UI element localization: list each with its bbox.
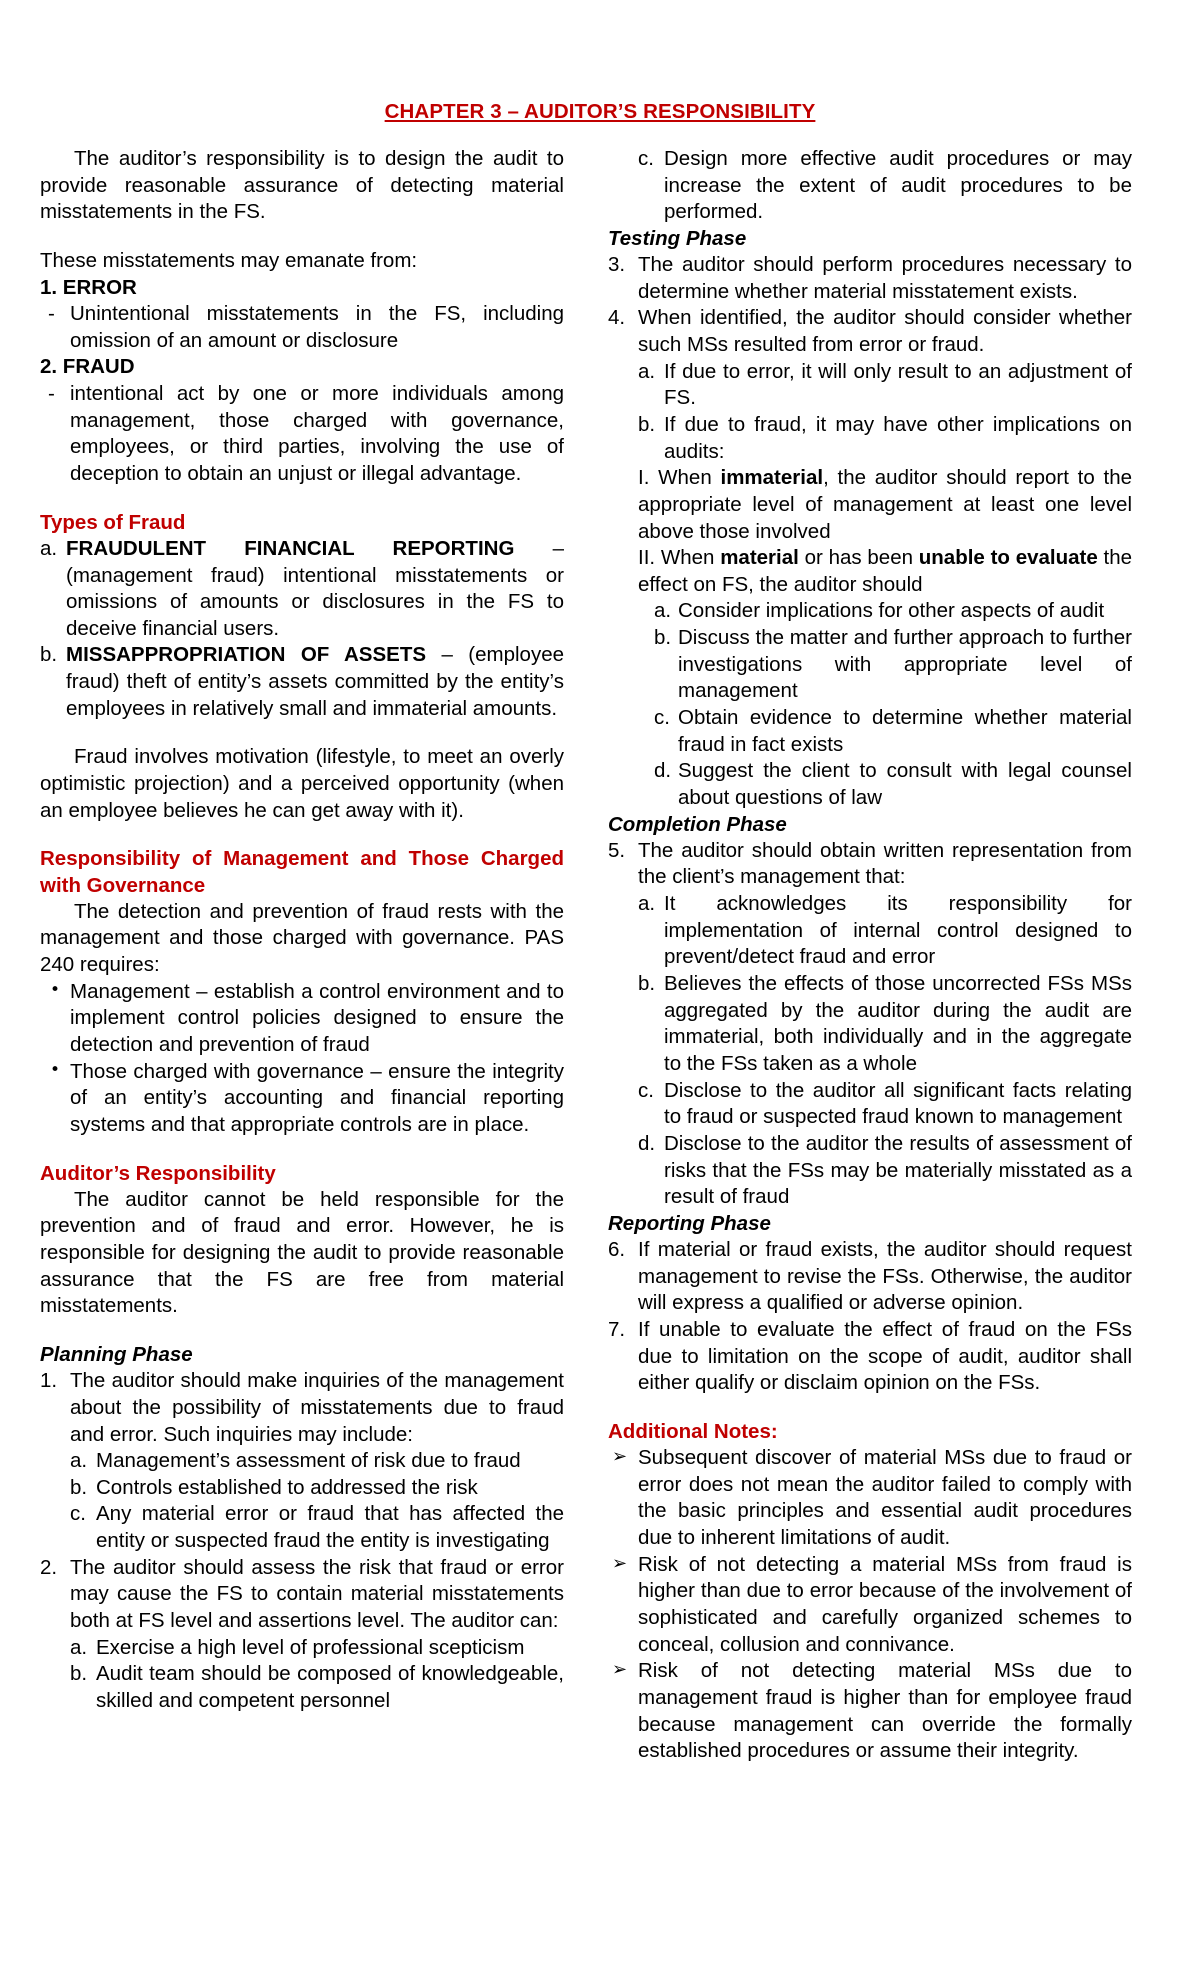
list-item xyxy=(638,891,1132,971)
list-item xyxy=(608,1237,1132,1317)
additional-notes-heading: Additional Notes: xyxy=(608,1419,778,1443)
list-marker: 1. xyxy=(40,1369,58,1393)
emanate-lead: These misstatements may emanate from: xyxy=(40,248,418,272)
reporting-item-text: If material or fraud exists, the auditor should request management to revise the FSs. Otherwise, the auditor will express a qualified or adverse opinion. xyxy=(638,1238,1132,1315)
list-item xyxy=(654,625,1132,705)
list-marker: b. xyxy=(654,626,672,650)
list-item xyxy=(608,1552,1132,1659)
planning-subitem-text: Management’s assessment of risk due to fraud xyxy=(96,1449,521,1473)
list-marker: c. xyxy=(638,147,654,170)
responsibility-management-paragraph: The detection and prevention of fraud rests with the management and those charged with governance. PAS 240 requires: xyxy=(40,899,564,977)
material-label: material xyxy=(720,546,799,570)
roman-lead: When xyxy=(660,546,715,570)
error-item xyxy=(40,301,564,354)
fraudulent-financial-reporting-label: FRAUDULENT FINANCIAL REPORTING xyxy=(66,536,515,560)
list-item xyxy=(638,359,1132,412)
list-item xyxy=(654,598,1132,625)
right-column xyxy=(608,146,1132,1765)
list-item xyxy=(608,252,1132,305)
roman-marker: II. xyxy=(638,546,656,570)
immaterial-label: immaterial xyxy=(720,466,824,490)
list-item xyxy=(40,1059,564,1139)
list-marker: a. xyxy=(638,359,656,383)
roman-mid: or has been xyxy=(804,546,913,570)
reporting-item-text: If unable to evaluate the effect of fraud on the FSs due to limitation on the scope of audit, auditor shall either qualify or disclaim opinion on the FSs. xyxy=(638,1317,1132,1395)
roman-item-immaterial xyxy=(638,465,1132,545)
completion-phase-heading: Completion Phase xyxy=(608,812,787,836)
arrow-bullet-icon: ➢ xyxy=(612,1659,628,1681)
testing-item-text: The auditor should perform procedures necessary to determine whether material misstatement exists. xyxy=(638,253,1132,303)
roman-item-material xyxy=(638,545,1132,598)
list-marker: 4. xyxy=(608,306,626,330)
intro-paragraph: The auditor’s responsibility is to design the audit to provide reasonable assurance of detecting material misstatements in the FS. xyxy=(40,147,564,224)
planning-subitem-text: Design more effective audit procedures or may increase the extent of audit procedures to be performed. xyxy=(664,147,1132,224)
list-marker: a. xyxy=(40,536,58,560)
responsibility-management-heading: Responsibility of Management and Those Charged with Governance xyxy=(40,847,564,897)
planning-subitem-text: Controls established to addressed the risk xyxy=(96,1475,478,1499)
list-marker: b. xyxy=(638,413,656,436)
list-item xyxy=(40,1368,564,1448)
planning-subitem-text: Audit team should be composed of knowledgeable, skilled and competent personnel xyxy=(96,1662,564,1712)
list-item xyxy=(70,1635,564,1662)
list-item xyxy=(40,536,564,643)
list-item xyxy=(608,1317,1132,1397)
arrow-bullet-icon: ➢ xyxy=(612,1552,628,1574)
list-marker: d. xyxy=(638,1131,656,1155)
completion-subitem-text: Disclose to the auditor all significant facts relating to fraud or suspected fraud known to management xyxy=(664,1078,1132,1129)
planning-phase-heading: Planning Phase xyxy=(40,1343,193,1366)
list-marker: a. xyxy=(638,892,656,916)
page-title: CHAPTER 3 – AUDITOR’S RESPONSIBILITY xyxy=(384,100,816,123)
roman-rest: the effect on FS, the auditor should xyxy=(638,546,1133,596)
completion-item-text: The auditor should obtain written representation from the client’s management that: xyxy=(638,838,1132,889)
list-item xyxy=(40,1555,564,1635)
list-marker: d. xyxy=(654,759,672,783)
fraud-item xyxy=(40,381,564,488)
list-marker: 7. xyxy=(608,1317,626,1341)
list-item xyxy=(608,1658,1132,1765)
roman-subitem-text: Consider implications for other aspects of audit xyxy=(678,599,1105,623)
list-item xyxy=(638,146,1132,226)
roman-subitem-text: Suggest the client to consult with legal counsel about questions of law xyxy=(678,759,1132,809)
roman-subitem-text: Obtain evidence to determine whether material fraud in fact exists xyxy=(678,706,1132,756)
two-column-body xyxy=(40,146,1160,1765)
list-marker: c. xyxy=(638,1078,654,1102)
types-of-fraud-heading: Types of Fraud xyxy=(40,510,186,534)
list-item xyxy=(70,1448,564,1475)
additional-note-text: Risk of not detecting a material MSs from fraud is higher than due to error because of the involvement of sophisticated and carefully organized schemes to conceal, collusion and connivance. xyxy=(638,1552,1132,1656)
completion-subitem-text: It acknowledges its responsibility for implementation of internal control designed to prevent/detect fraud and error xyxy=(664,892,1132,969)
completion-subitem-text: Disclose to the auditor the results of assessment of risks that the FSs may be materially misstated as a result of fraud xyxy=(664,1131,1132,1209)
planning-item-text: The auditor should assess the risk that fraud or error may cause the FS to contain material misstatements both at FS level and assertions level. The auditor can: xyxy=(70,1555,564,1632)
list-marker: a. xyxy=(70,1635,88,1659)
list-marker: b. xyxy=(70,1662,88,1686)
planning-subitem-text: Any material error or fraud that has affected the entity or suspected fraud the entity is investigating xyxy=(96,1502,564,1553)
auditors-responsibility-paragraph: The auditor cannot be held responsible for the prevention and of fraud and error. However, he is responsible for designing the audit to provide reasonable assurance that the FS are free from material misstatements. xyxy=(40,1187,564,1318)
unable-to-evaluate-label: unable to evaluate xyxy=(918,546,1098,570)
list-marker: b. xyxy=(70,1475,88,1499)
misappropriation-of-assets-text: (employee fraud) theft of entity’s assets committed by the entity’s employees in relatively small and immaterial amounts. xyxy=(66,643,565,720)
completion-subitem-text: Believes the effects of those uncorrected FSs MSs aggregated by the auditor during the audit are immaterial, both individually and in the aggregate to the FSs taken as a whole xyxy=(664,972,1132,1075)
bullet-icon: • xyxy=(50,979,61,1000)
error-heading: 1. ERROR xyxy=(40,275,137,299)
list-item xyxy=(608,838,1132,891)
left-column xyxy=(40,146,564,1715)
responsibility-bullet-text: Management – establish a control environment and to implement control policies designed to ensure the detection and prevention of fraud xyxy=(70,979,564,1056)
dash-marker: - xyxy=(48,382,55,406)
additional-note-text: Risk of not detecting material MSs due to management fraud is higher than for employee fraud because management can override the formally established procedures or assume their integrity. xyxy=(638,1659,1132,1763)
planning-item-text: The auditor should make inquiries of the management about the possibility of misstatements due to fraud and error. Such inquiries may include: xyxy=(70,1369,564,1446)
testing-subitem-text: If due to error, it will only result to an adjustment of FS. xyxy=(664,359,1132,410)
list-item xyxy=(608,305,1132,358)
list-item xyxy=(638,971,1132,1078)
list-marker: b. xyxy=(638,972,656,996)
arrow-bullet-icon: ➢ xyxy=(612,1446,628,1468)
list-item xyxy=(638,1131,1132,1211)
list-item xyxy=(70,1475,564,1502)
planning-subitem-text: Exercise a high level of professional scepticism xyxy=(96,1635,525,1659)
bullet-icon: • xyxy=(50,1059,61,1080)
list-item xyxy=(40,642,564,722)
list-item xyxy=(70,1501,564,1554)
error-text: Unintentional misstatements in the FS, including omission of an amount or disclosure xyxy=(70,302,564,352)
auditors-responsibility-heading: Auditor’s Responsibility xyxy=(40,1161,276,1185)
testing-item-text: When identified, the auditor should consider whether such MSs resulted from error or fraud. xyxy=(638,306,1132,357)
roman-subitem-text: Discuss the matter and further approach to further investigations with appropriate level of management xyxy=(678,626,1132,703)
list-item xyxy=(638,1078,1132,1131)
list-marker: a. xyxy=(70,1449,88,1473)
list-marker: 3. xyxy=(608,253,626,277)
testing-phase-heading: Testing Phase xyxy=(608,226,747,250)
list-item xyxy=(608,1445,1132,1552)
misappropriation-of-assets-label: MISSAPPROPRIATION OF ASSETS xyxy=(66,643,427,667)
list-marker: 6. xyxy=(608,1238,626,1262)
list-item xyxy=(654,705,1132,758)
dash-marker: - xyxy=(48,302,55,326)
reporting-phase-heading: Reporting Phase xyxy=(608,1211,771,1235)
roman-lead: When xyxy=(658,466,712,490)
additional-note-text: Subsequent discover of material MSs due to fraud or error does not mean the auditor failed to comply with the basic principles and essential audit procedures due to inherent limitations of audit. xyxy=(638,1446,1132,1550)
list-marker: 2. xyxy=(40,1555,58,1579)
fraud-involves-paragraph: Fraud involves motivation (lifestyle, to meet an overly optimistic projection) and a perceived opportunity (when an employee believes he can get away with it). xyxy=(40,745,564,822)
roman-rest: , the auditor should report to the appropriate level of management at least one level above those involved xyxy=(638,466,1133,543)
list-item xyxy=(654,758,1132,811)
testing-subitem-text: If due to fraud, it may have other implications on audits: xyxy=(664,413,1132,463)
list-item xyxy=(40,979,564,1059)
list-marker: 5. xyxy=(608,838,626,862)
roman-marker: I. xyxy=(638,466,650,490)
dash: – xyxy=(441,643,453,667)
fraud-heading: 2. FRAUD xyxy=(40,355,135,379)
list-marker: b. xyxy=(40,643,58,667)
fraud-text: intentional act by one or more individuals among management, those charged with governance, employees, or third parties, involving the use of deception to obtain an unjust or illegal advantage. xyxy=(70,382,564,486)
list-item xyxy=(638,412,1132,465)
dash: – xyxy=(552,536,564,560)
list-item xyxy=(70,1661,564,1714)
list-marker: c. xyxy=(70,1502,86,1526)
fraudulent-financial-reporting-text: (management fraud) intentional misstatements or omissions of amounts or disclosures in the FS to deceive financial users. xyxy=(66,563,564,640)
list-marker: a. xyxy=(654,599,672,623)
list-marker: c. xyxy=(654,706,670,730)
responsibility-bullet-text: Those charged with governance – ensure the integrity of an entity’s accounting and financial reporting systems and that appropriate controls are in place. xyxy=(70,1059,564,1136)
